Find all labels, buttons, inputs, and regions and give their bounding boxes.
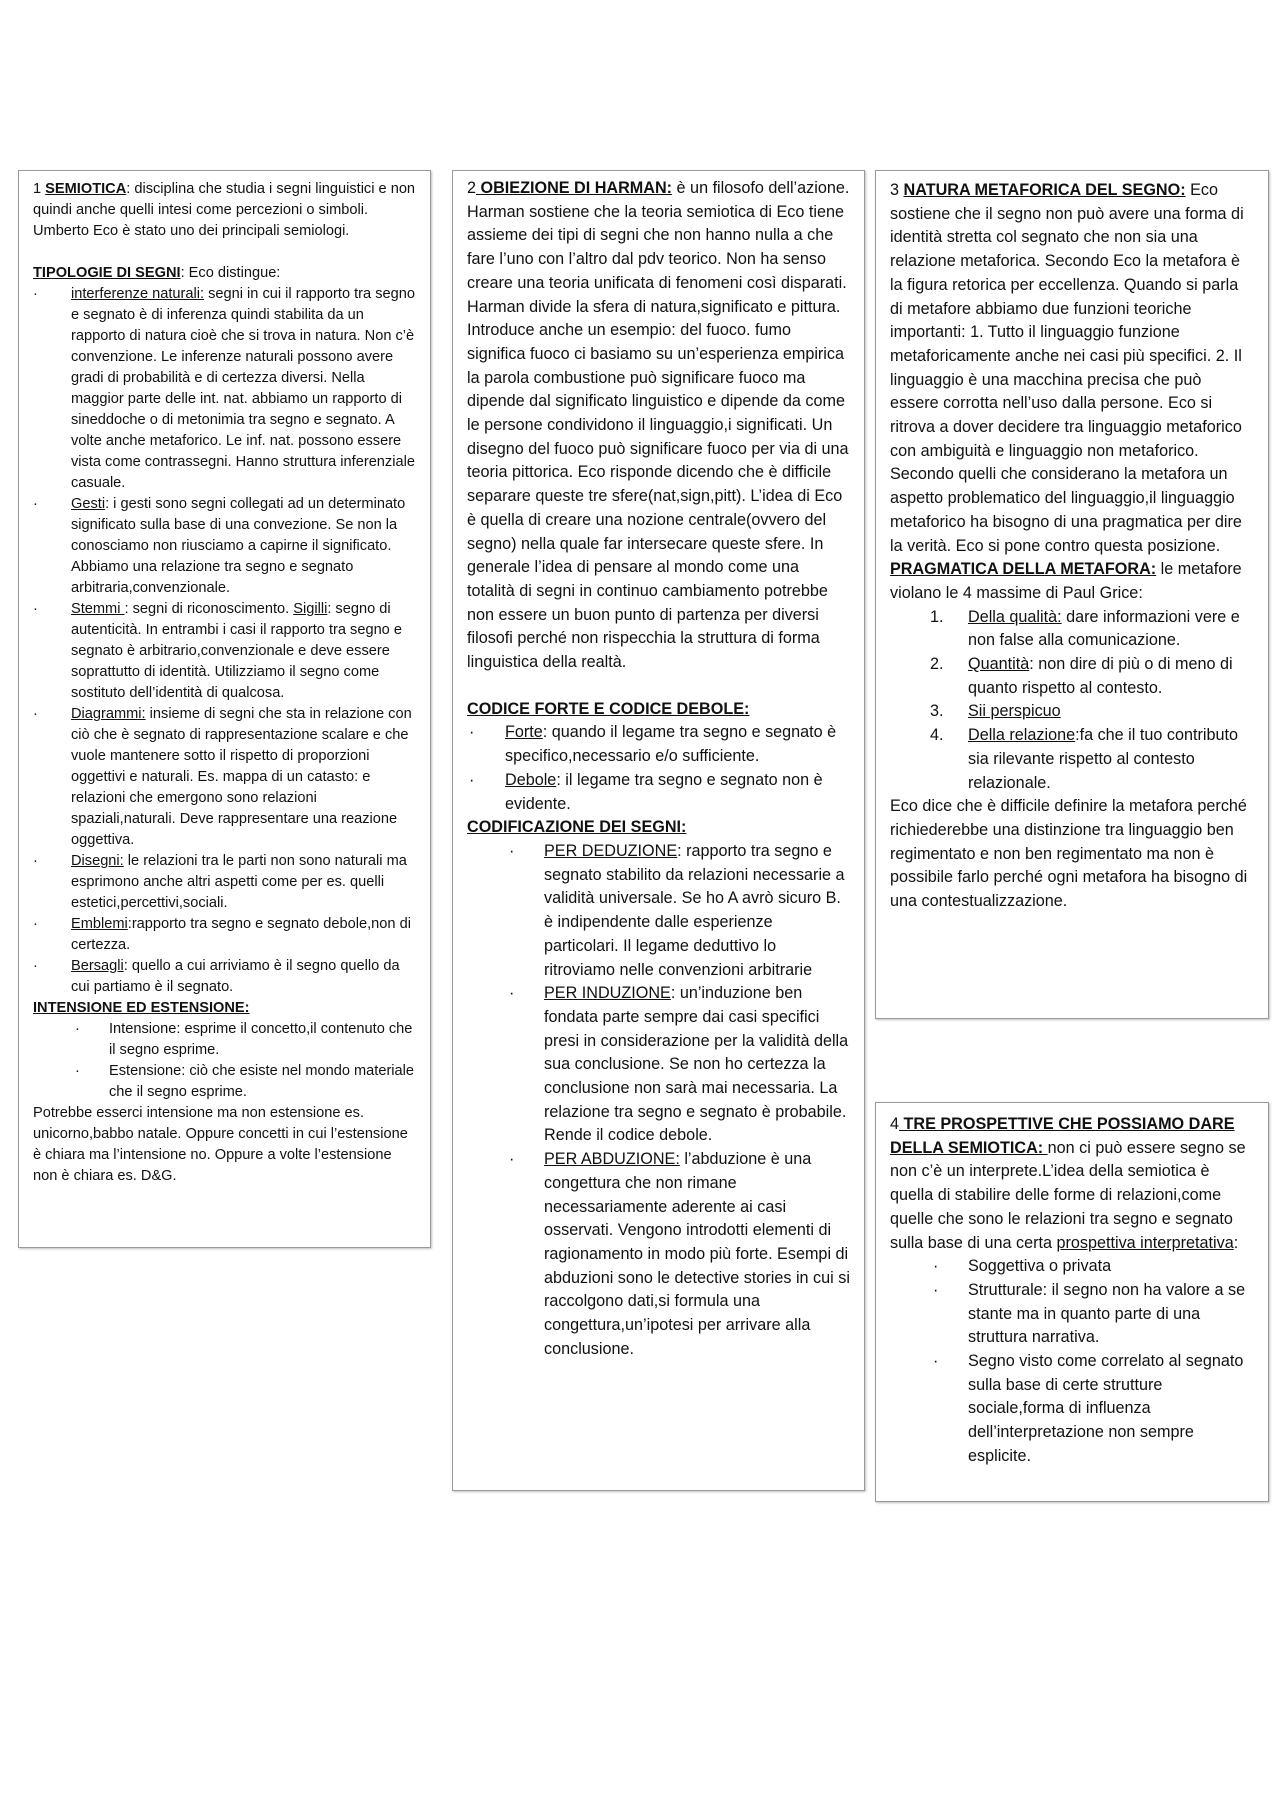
- section-harman: [452, 170, 865, 1491]
- intensione-list: [33, 1019, 416, 1103]
- list-item: · Bersagli: quello a cui arriviamo è il segno quello da cui partiamo è il segnato.: [33, 956, 416, 998]
- list-item: 1. Della qualità: dare informazioni vere e non false alla comunicazione.: [930, 607, 1240, 650]
- list-item: · interferenze naturali: segni in cui il rapporto tra segno e segnato è di inferenza quindi stabilita da un rapporto di natura cioè che si trova in natura. Non c’è convenzione. Le inferenze naturali possono avere gradi di probabilità e di certezza diversi. Nella maggior parte delle int. nat. abbiamo un rapporto di sineddoche o di metonimia tra segno e segnato. A volte anche metaforico. Le inf. nat. possono essere vista come contrassegni. Hanno struttura inferenziale casuale.: [33, 284, 416, 494]
- tipologie-heading: TIPOLOGIE DI SEGNI: Eco distingue:: [33, 265, 281, 281]
- tipologie-list: [33, 284, 416, 998]
- massime-list: [890, 606, 1254, 796]
- prospettive-title: TRE PROSPETTIVE CHE POSSIAMO DARE DELLA SEMIOTICA:: [890, 1115, 1235, 1157]
- section-prospettive: [875, 1102, 1269, 1502]
- section-metafora: [875, 170, 1269, 1019]
- list-item: 2. Quantità: non dire di più o di meno di quanto rispetto al contesto.: [930, 655, 1233, 697]
- list-item: · Intensione: esprime il concetto,il contenuto che il segno esprime.: [33, 1019, 416, 1061]
- list-item: · Disegni: le relazioni tra le parti non sono naturali ma esprimono anche altri aspetti come per es. quelli estetici,percettivi,sociali.: [33, 851, 416, 914]
- list-item: · Strutturale: il segno non ha valore a se stante ma in quanto parte di una struttura narrativa.: [890, 1279, 1254, 1350]
- list-item: · Estensione: ciò che esiste nel mondo materiale che il segno esprime.: [33, 1061, 416, 1103]
- list-item: 4. Della relazione:fa che il tuo contributo sia rilevante rispetto al contesto relazionale.: [930, 726, 1238, 792]
- list-item: · PER DEDUZIONE: rapporto tra segno e segnato stabilito da relazioni necessarie a validità universale. Se ho A avrò sicuro B. è indipendente dalle esperienze particolari. Il legame deduttivo lo ritroviamo nelle convenzioni arbitrarie: [467, 840, 850, 982]
- pragmatica-heading: PRAGMATICA DELLA METAFORA: le metafore violano le 4 massime di Paul Grice:: [890, 560, 1242, 602]
- intensione-closing: Potrebbe esserci intensione ma non estensione es. unicorno,babbo natale. Oppure concetti in cui l’estensione è chiara ma l’intensione no. Oppure a volte l’estensione non è chiara es. D&G.: [33, 1105, 408, 1184]
- prospettive-list: [890, 1255, 1254, 1468]
- list-item: · Debole: il legame tra segno e segnato non è evidente.: [467, 769, 850, 816]
- list-item: · Emblemi:rapporto tra segno e segnato debole,non di certezza.: [33, 914, 416, 956]
- metafora-title: NATURA METAFORICA DEL SEGNO:: [903, 181, 1186, 199]
- metafora-closing: Eco dice che è difficile definire la metafora perché richiederebbe una distinzione tra linguaggio ben regimentato e non ben regimentato ma non è possibile farlo perché ogni metafora ha bisogno di una contestualizzazione.: [890, 797, 1248, 911]
- list-item: · PER ABDUZIONE: l’abduzione è una congettura che non rimane necessariamente aderente ai casi osservati. Vengono introdotti elementi di ragionamento in modo più forte. Esempi di abduzioni sono le detective stories in cui si raccolgono dati,si formula una congettura,un’ipotesi per arrivare alla conclusione.: [467, 1148, 850, 1361]
- metafora-intro: 3 NATURA METAFORICA DEL SEGNO: Eco sostiene che il segno non può avere una forma di identità stretta col segnato che non sia una relazione metaforica. Secondo Eco la metafora è la figura retorica per eccellenza. Quando si parla di metafore abbiamo due funzioni teoriche importanti: 1. Tutto il linguaggio funzione metaforicamente anche nei casi più specifici. 2. Il linguaggio è una macchina precisa che può essere corrotta nell’uso dalla persone. Eco si ritrova a dover decidere tra linguaggio metaforico con ambiguità e linguaggio non metaforico. Secondo quelli che considerano la metafora un aspetto problematico del linguaggio,il linguaggio metaforico ha bisogno di una pragmatica per dire la verità. Eco si pone contro questa posizione.: [890, 181, 1244, 555]
- list-item: 3. Sii perspicuo: [930, 702, 1061, 721]
- list-item: · Gesti: i gesti sono segni collegati ad un determinato significato sulla base di una convezione. Se non la conosciamo non riusciamo a capirne il significato. Abbiamo una relazione tra segno e segnato arbitraria,convenzionale.: [33, 494, 416, 599]
- section-semiotica: [18, 170, 431, 1248]
- list-item: · Soggettiva o privata: [890, 1255, 1254, 1279]
- codice-list: [467, 721, 850, 816]
- harman-title: OBIEZIONE DI HARMAN:: [476, 179, 673, 197]
- codificazione-list: [467, 840, 850, 1361]
- codice-heading: CODICE FORTE E CODICE DEBOLE:: [467, 699, 750, 718]
- list-item: · Segno visto come correlato al segnato sulla base di certe strutture sociale,forma di influenza dell’interpretazione non sempre esplicite.: [890, 1350, 1254, 1469]
- semiotica-title: SEMIOTICA: [45, 181, 127, 197]
- prospettive-intro: 4 TRE PROSPETTIVE CHE POSSIAMO DARE DELLA SEMIOTICA: non ci può essere segno se non c’è un interprete.L’idea della semiotica è quella di stabilire delle forme di relazioni,come quelle che sono le relazioni tra segno e segnato sulla base di una certa prospettiva interpretativa:: [890, 1115, 1246, 1252]
- list-item: · Stemmi : segni di riconoscimento. Sigilli: segno di autenticità. In entrambi i casi il rapporto tra segno e segnato è arbitrario,convenzionale e deve essere soprattutto di identità. Utilizziamo il segno come sostituto dell’identità di qualcosa.: [33, 599, 416, 704]
- harman-intro: 2 OBIEZIONE DI HARMAN: è un filosofo dell’azione. Harman sostiene che la teoria semiotica di Eco tiene assieme dei tipi di segni che non hanno nulla a che fare l’uno con l’altro dal pdv teorico. Non ha senso creare una teoria unificata di fenomeni così disparati. Harman divide la sfera di natura,significato e pittura. Introduce anche un esempio: del fuoco. fumo significa fuoco ci basiamo su un’esperienza empirica la parola combustione può significare fuoco ma dipende dal significato linguistico e dipende da come le persone condividono il linguaggio,i significati. Un disegno del fuoco può significare fuoco per via di una teoria pittorica. Eco risponde dicendo che è difficile separare queste tre sfere(nat,sign,pitt). L’idea di Eco è quella di creare una nozione centrale(ovvero del segno) nella quale far intersecare queste sfere. In generale l’idea di pensare al mondo come una totalità di segni in continuo cambiamento potrebbe non essere un buon punto di partenza per diversi filosofi perché non rispecchia la struttura di forma linguistica della realtà.: [467, 179, 850, 672]
- list-item: · PER INDUZIONE: un’induzione ben fondata parte sempre dai casi specifici presi in considerazione per la validità della sua conclusione. Se non ho certezza la conclusione non sarà mai necessaria. La relazione tra segno e segnato è probabile. Rende il codice debole.: [467, 982, 850, 1148]
- list-item: · Diagrammi: insieme di segni che sta in relazione con ciò che è segnato di rappresentazione scalare e che vuole mantenere sotto il rispetto di proporzioni oggettivi e naturali. Es. mappa di un catasto: e relazioni che emergono sono relazioni spaziali,naturali. Deve rappresentare una reazione oggettiva.: [33, 704, 416, 851]
- list-item: · Forte: quando il legame tra segno e segnato è specifico,necessario e/o sufficiente.: [467, 721, 850, 768]
- semiotica-intro: 1 SEMIOTICA: disciplina che studia i segni linguistici e non quindi anche quelli intesi come percezioni o simboli. Umberto Eco è stato uno dei principali semiologi.: [33, 181, 416, 239]
- intensione-heading: INTENSIONE ED ESTENSIONE:: [33, 1000, 250, 1016]
- codificazione-heading: CODIFICAZIONE DEI SEGNI:: [467, 818, 687, 837]
